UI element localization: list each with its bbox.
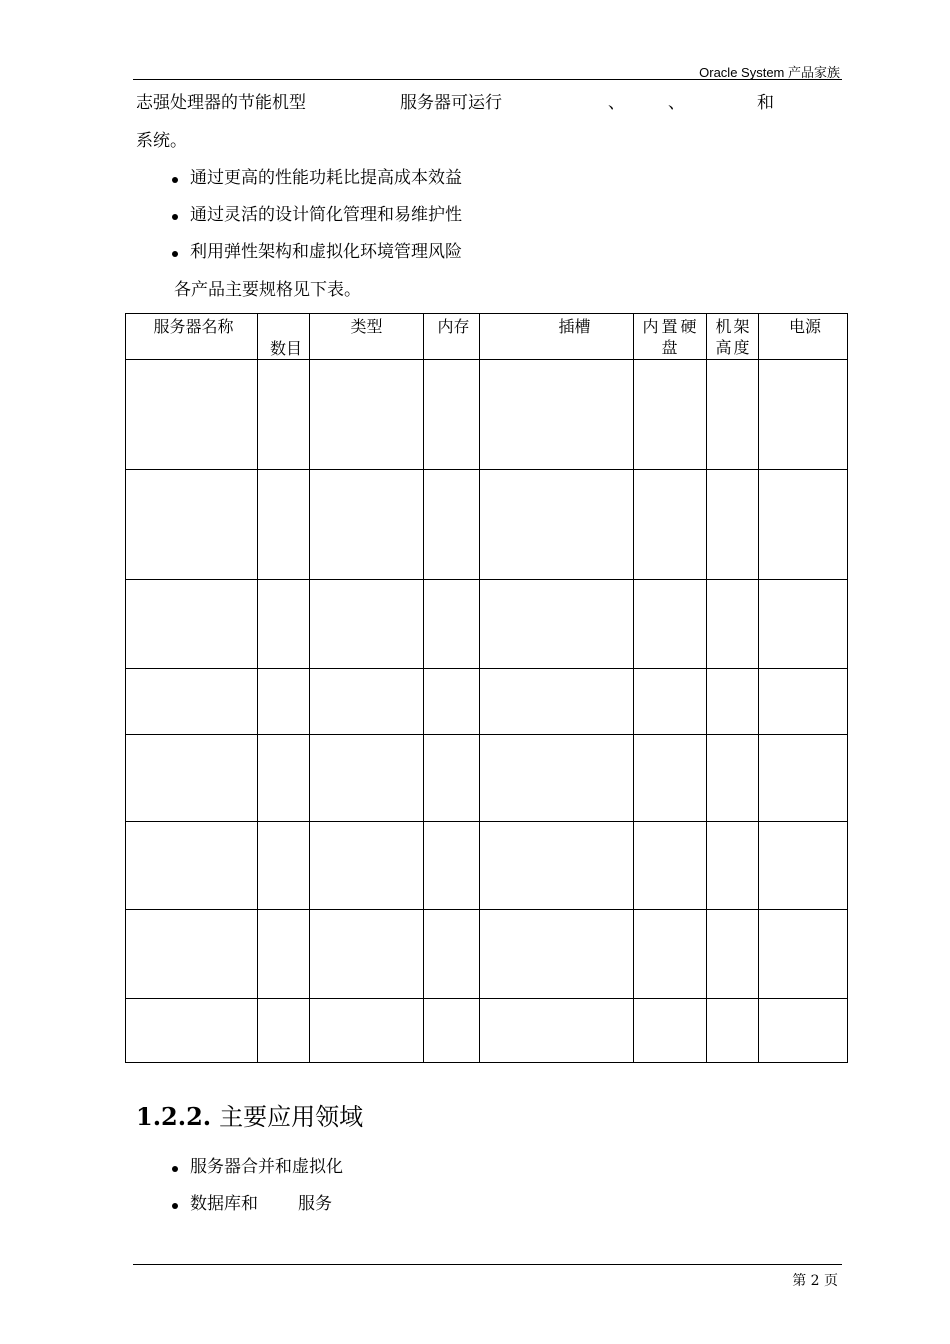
table-header-row <box>126 314 848 360</box>
application-item: 服务器合并和虚拟化 <box>172 1156 343 1178</box>
bullet-icon <box>172 251 178 257</box>
intro-sep-2: 、 <box>668 93 685 113</box>
col-header-count: 数目 <box>258 314 310 360</box>
intro-text-b: 服务器可运行 <box>400 93 502 113</box>
benefit-item: 利用弹性架构和虚拟化环境管理风险 <box>172 241 462 263</box>
table-row <box>126 580 848 669</box>
application-item: 数据库和 服务 <box>172 1193 332 1215</box>
header-rule <box>133 79 842 80</box>
table-row <box>126 999 848 1063</box>
section-heading <box>136 1097 363 1132</box>
footer-rule <box>133 1264 842 1265</box>
col-header-slots: 插槽 <box>480 314 634 360</box>
table-row <box>126 360 848 470</box>
table-row <box>126 910 848 999</box>
col-header-type: 类型 <box>310 314 424 360</box>
bullet-icon <box>172 1203 178 1209</box>
section-number: 1.2.2. <box>136 1102 212 1131</box>
col-header-memory: 内存 <box>424 314 480 360</box>
col-header-internal-disk: 内置硬盘 <box>634 314 707 360</box>
intro-and: 和 <box>757 93 774 113</box>
col-header-power: 电源 <box>759 314 848 360</box>
table-row <box>126 470 848 580</box>
intro-line-2: 系统。 <box>136 131 187 151</box>
intro-sep-1: 、 <box>608 93 625 113</box>
spec-table <box>125 313 848 1063</box>
table-row <box>126 822 848 910</box>
col-header-server-name: 服务器名称 <box>126 314 258 360</box>
table-row <box>126 735 848 822</box>
benefit-item: 通过更高的性能功耗比提高成本效益 <box>172 167 462 189</box>
intro-text-a: 志强处理器的节能机型 <box>136 93 306 113</box>
bullet-icon <box>172 177 178 183</box>
page-number: 第 2 页 <box>792 1273 838 1289</box>
benefit-item: 通过灵活的设计简化管理和易维护性 <box>172 204 462 226</box>
table-row <box>126 669 848 735</box>
intro-line-1 <box>136 92 306 114</box>
bullet-icon <box>172 214 178 220</box>
section-title: 主要应用领域 <box>219 1103 364 1131</box>
bullet-icon <box>172 1166 178 1172</box>
col-header-rack-height: 机架高度 <box>707 314 759 360</box>
page-header: Oracle System 产品家族 <box>699 65 840 80</box>
table-caption: 各产品主要规格见下表。 <box>174 280 361 300</box>
